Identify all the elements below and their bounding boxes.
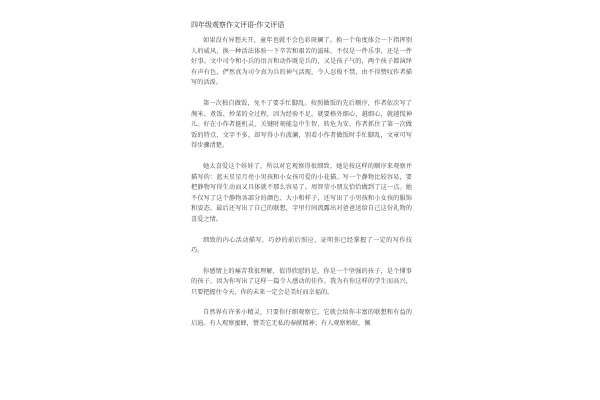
paragraph-6: 自然界有许多小精灵，只要你仔细观察它，它就会给你丰富的联想和有益的启迪。有人观察蜜蜂，赞美它无私的奉献精神；有人观察蚂蚁，佩 [191,309,412,328]
paragraph-5: 你感情上的痛苦我很理解，值得欣慰的是，你是一个坚强的孩子，是个懂事的孩子，因为你写出了这样一篇令人感动的佳作。我为有你这样的学生而高兴，只要把握住今天，你的未来一定会是美好而幸福的。 [191,267,412,296]
document-body [191,20,412,340]
paragraph-4: 细致的内心活动描写，巧妙的前后照应，证明你已经掌握了一定的写作技巧。 [191,236,412,255]
paragraph-3: 她太喜爱这个娃娃了，所以对它观察得很细致。她是按这样的顺序来观察并描写的：蓝天星星月亮小男孩和小女孩可爱的小花猫。写一个静物比较容易，要把静物写得生动而又具体就不那么容易了。周智莹小朋友恰恰做到了这一点。她不仅写了这个静物各部分的颜色、大小和样子，还写出了小男孩和小女孩的服饰和姿态，最后还写出了自己的联想，字里行间流露出对爸爸送给自己这份礼物的喜爱之情。 [191,162,412,223]
document-title: 四年级观察作文评语-作文评语 [191,21,285,29]
paragraph-1: 如果没有异想天开，童年也就不会色彩斑斓了。换一个角度体会一下指挥别人的威风，换一种活法体验一下辛苦和艰苦的滋味，不仅是一件乐事，还是一件好事。文中司令和小兵的语言和动作既是兵的，又是孩子气的，两个孩子都演绎有声有色，俨然真为司令真为兵的神气活现，令人忍俊不禁，由不得赞叹作者描写的活泼。 [191,37,412,87]
paragraph-2: 第一次独自做饭，免不了要手忙脚乱。按照做饭的先后顺序，作者依次写了淘米、煮饭、炒菜的全过程，因为经验不足，就要格外细心，越细心，就越慌神儿。好在小作者挺机灵，关键时刻能急中生智，转危为安。作者抓住了第一次做饭的特点，文字不多，却写得小有波澜，别看小作者做饭时手忙脚乱，文章可写得步骤清楚。 [191,99,412,150]
